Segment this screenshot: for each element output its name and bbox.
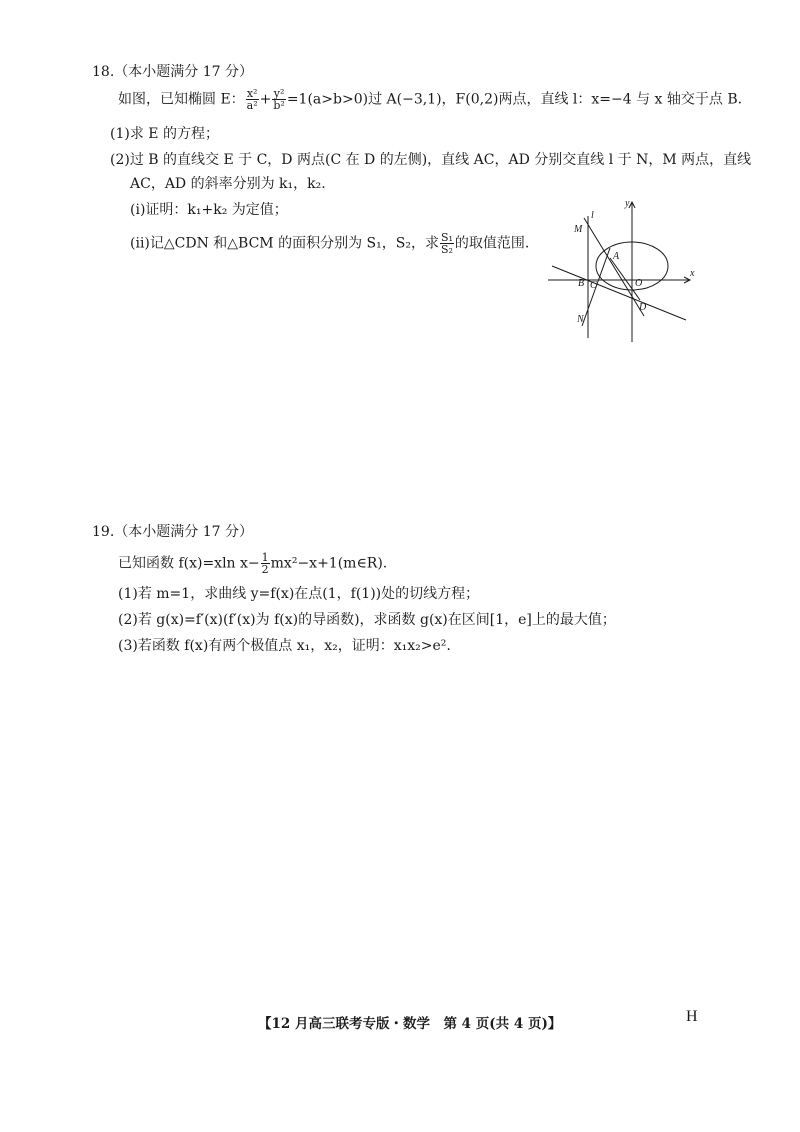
fraction-numerator: S₁ (440, 231, 453, 244)
q18-stem-start: 如图，已知椭圆 E： (118, 91, 245, 108)
q19-part-3: (3)若函数 f(x)有两个极值点 x₁，x₂，证明：x₁x₂>e². (118, 638, 451, 654)
fraction-denominator: S₂ (440, 243, 453, 256)
fraction-s1-s2 (440, 232, 454, 255)
plus-sign: + (259, 91, 272, 108)
label-o: O (635, 278, 643, 289)
q18-part-2-ii (130, 232, 529, 255)
q19-stem-end: mx²−x+1(m∈R). (270, 555, 388, 572)
fraction-x2-a2 (246, 88, 259, 111)
label-c: C (590, 280, 597, 291)
q18-part-2-line1: (2)过 B 的直线交 E 于 C，D 两点(C 在 D 的左侧)，直线 AC，AD 分别交直线 l 于 N，M 两点，直线 (110, 152, 752, 168)
q18-part-2-line2: AC，AD 的斜率分别为 k₁，k₂. (130, 176, 326, 192)
fraction-denominator: a² (246, 99, 258, 112)
fraction-denominator: b² (273, 99, 285, 112)
q18-header: 18.（本小题满分 17 分） (92, 64, 253, 80)
label-y: y (625, 198, 630, 209)
q19-header: 19.（本小题满分 17 分） (92, 524, 253, 540)
q18-part-2-i: (ⅰ)证明：k₁+k₂ 为定值； (130, 202, 288, 218)
page-footer: 【12 月高三联考专版・数学 第 4 页(共 4 页)】 (258, 1016, 562, 1032)
q19-stem (118, 552, 387, 575)
fraction-y2-b2 (272, 88, 285, 111)
q18-stem-end: =1(a>b>0)过 A(−3,1)，F(0,2)两点，直线 l：x=−4 与 x 轴交于点 B. (286, 91, 743, 108)
fraction-numerator: 1 (261, 551, 269, 564)
label-b: B (578, 278, 585, 289)
fraction-one-half (261, 552, 270, 575)
ellipse-figure (540, 196, 700, 346)
label-a: A (613, 251, 620, 262)
q18-stem (118, 88, 742, 111)
q18-part-1: (1)求 E 的方程； (110, 126, 219, 142)
q19-part-2: (2)若 g(x)=f′(x)(f′(x)为 f(x)的导函数)，求函数 g(x)在区间[1，e]上的最大值； (118, 612, 616, 628)
q19-part-1: (1)若 m=1，求曲线 y=f(x)在点(1，f(1))处的切线方程； (118, 586, 480, 602)
page-mark: H (686, 1008, 698, 1025)
label-n: N (577, 314, 584, 325)
line-ad (584, 218, 644, 316)
fraction-numerator: x² (246, 87, 258, 100)
q18-part-2-ii-start: (ⅱ)记△CDN 和△BCM 的面积分别为 S₁，S₂，求 (130, 235, 439, 252)
q18-part-2-ii-end: 的取值范围. (454, 235, 530, 252)
label-x: x (690, 268, 695, 279)
label-l: l (591, 210, 594, 221)
q19-stem-start: 已知函数 f(x)=xln x− (118, 555, 260, 572)
label-m: M (574, 224, 583, 235)
fraction-numerator: y² (273, 87, 285, 100)
label-d: D (639, 302, 647, 313)
fraction-denominator: 2 (261, 563, 269, 576)
